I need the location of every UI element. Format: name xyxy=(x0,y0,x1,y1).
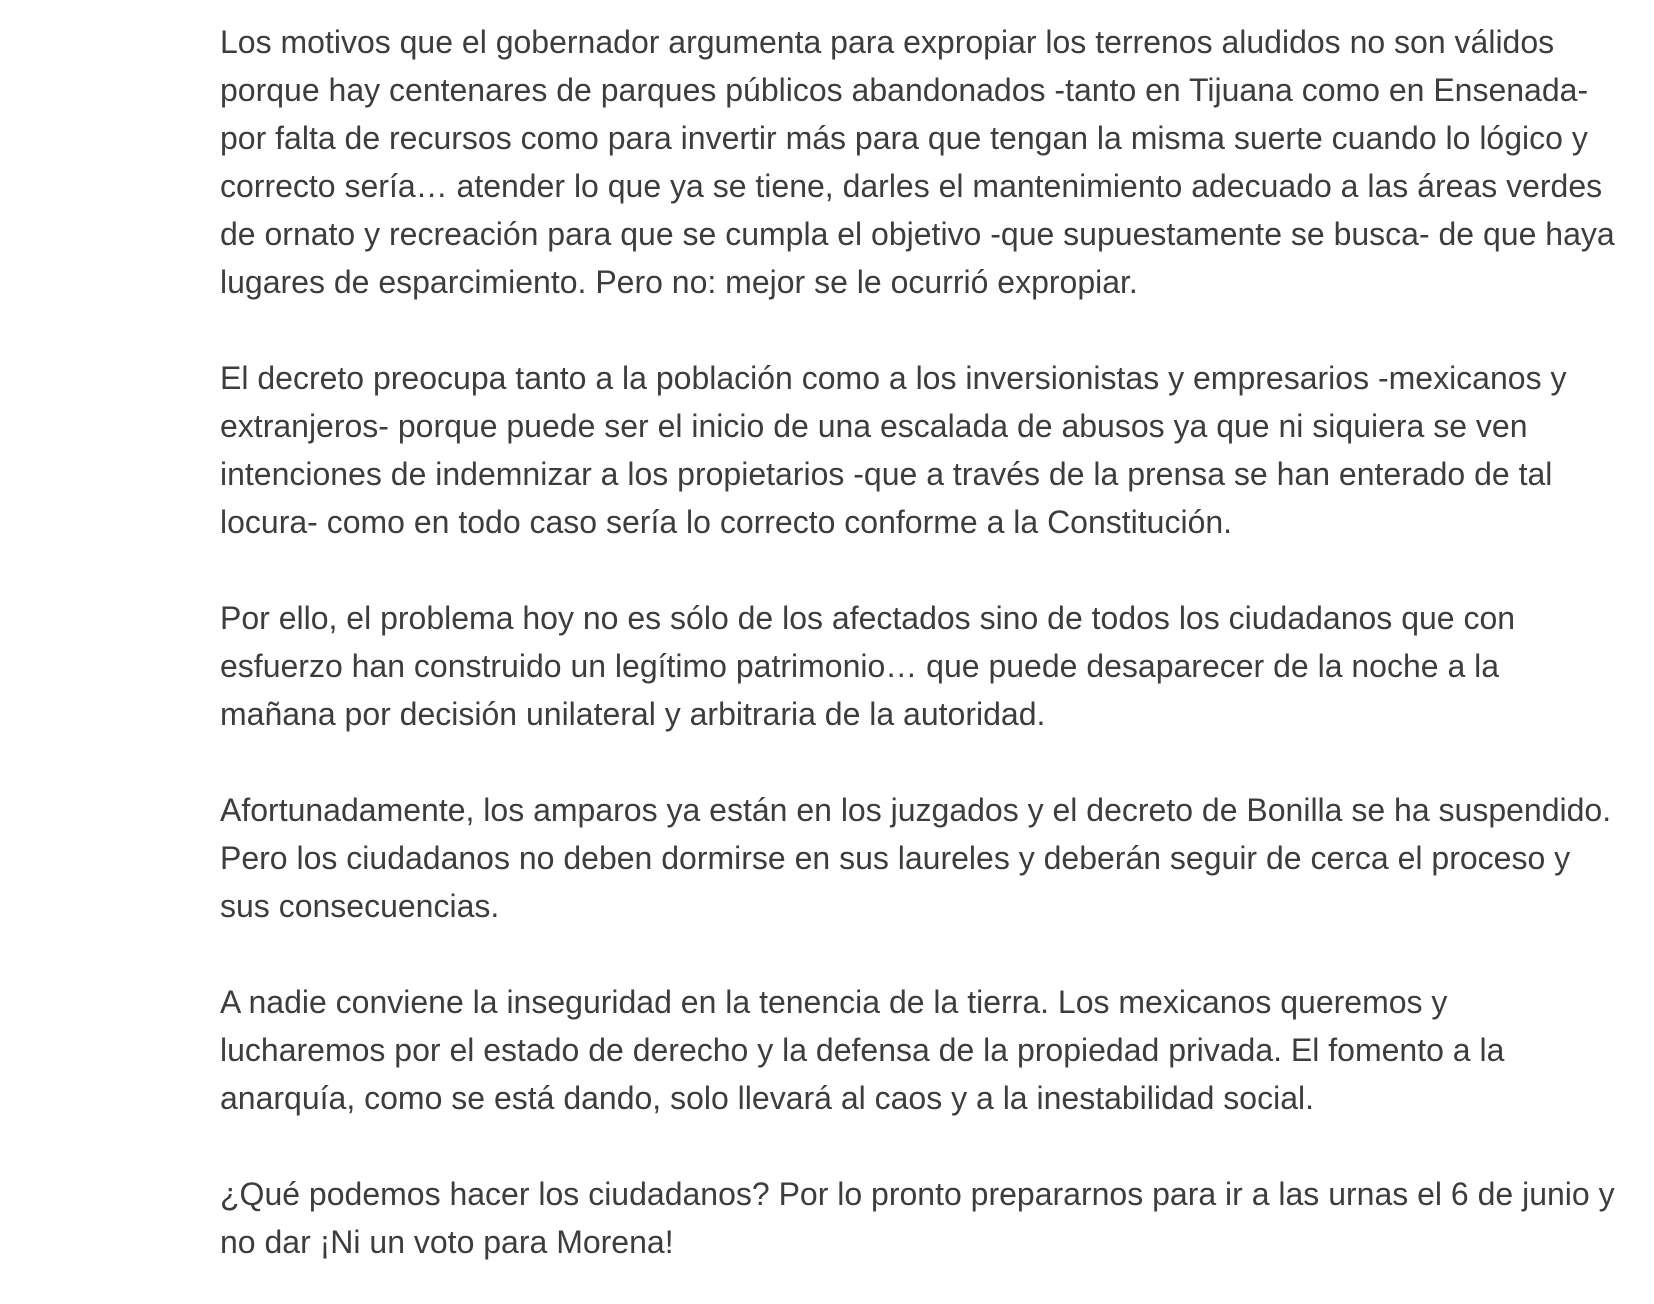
article-paragraph: El decreto preocupa tanto a la población como a los inversionistas y empresarios -mexicanos y extranjeros- porque puede ser el inicio de una escalada de abusos ya que ni siquiera se ven intenciones de indemnizar a los propietarios -que a través de la prensa se han enterado de tal locura- como en todo caso sería lo correcto conforme a la Constitución. xyxy=(220,360,1567,540)
article-paragraph: ¿Qué podemos hacer los ciudadanos? Por lo pronto prepararnos para ir a las urnas el 6 de junio y no dar ¡Ni un voto para Morena! xyxy=(220,1176,1615,1260)
article-paragraph: Los motivos que el gobernador argumenta para expropiar los terrenos aludidos no son válidos porque hay centenares de parques públicos abandonados -tanto en Tijuana como en Ensenada- por falta de recursos como para invertir más para que tengan la misma suerte cuando lo lógico y correcto sería… atender lo que ya se tiene, darles el mantenimiento adecuado a las áreas verdes de ornato y recreación para que se cumpla el objetivo -que supuestamente se busca- de que haya lugares de esparcimiento. Pero no: mejor se le ocurrió expropiar. xyxy=(220,24,1615,300)
article-paragraph: Por ello, el problema hoy no es sólo de los afectados sino de todos los ciudadanos que con esfuerzo han construido un legítimo patrimonio… que puede desaparecer de la noche a la mañana por decisión unilateral y arbitraria de la autoridad. xyxy=(220,600,1516,732)
article-body xyxy=(220,18,1620,1266)
article-paragraph: A nadie conviene la inseguridad en la tenencia de la tierra. Los mexicanos queremos y lucharemos por el estado de derecho y la defensa de la propiedad privada. El fomento a la anarquía, como se está dando, solo llevará al caos y a la inestabilidad social. xyxy=(220,984,1505,1116)
article-paragraph: Afortunadamente, los amparos ya están en los juzgados y el decreto de Bonilla se ha suspendido. Pero los ciudadanos no deben dormirse en sus laureles y deberán seguir de cerca el proceso y sus consecuencias. xyxy=(220,792,1612,924)
